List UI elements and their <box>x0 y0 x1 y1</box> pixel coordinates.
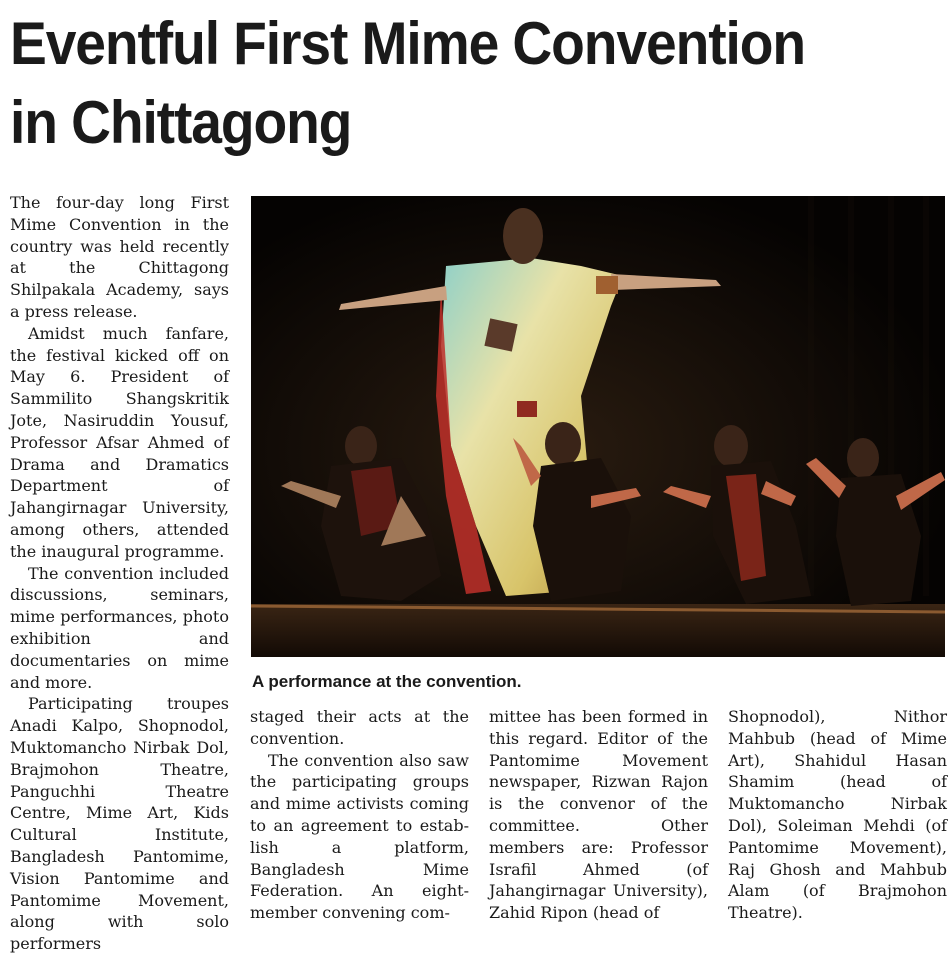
article-column-2 <box>250 706 469 924</box>
performance-photo-illustration <box>251 196 945 657</box>
paragraph: The convention also saw the participating groups and mime activists coming to an agreement to establish a platform, Bangladesh Mime Federation. An eight-member convening com- <box>250 750 469 923</box>
performance-photo <box>251 196 945 657</box>
photo-caption: A performance at the convention. <box>252 672 522 691</box>
paragraph: Shopnodol), Nithor Mahbub (head of Mime Art), Shahidul Hasan Shamim (head of Muktomancho Nirbak Dol), Soleiman Mehdi (of Pantomime Movement), Raj Ghosh and Mahbub Alam (of Brajmohon Theatre). <box>728 707 947 923</box>
paragraph: The four-day long First Mime Convention in the country was held recently at the Chittagong Shilpakala Academy, says a press release. <box>10 193 229 321</box>
paragraph: Participating troupes Anadi Kalpo, Shopnodol, Muktomancho Nirbak Dol, Brajmohon Theatre, Panguchhi Theatre Centre, Mime Art, Kids Cultural Institute, Bangladesh Pantomime, Vision Pantomime and Pantomime Movement, along with solo performers <box>10 694 229 954</box>
paragraph: mittee has been formed in this regard. Editor of the Pantomime Movement newspaper, Rizwan Rajon is the convenor of the committee. Other members are: Professor Israfil Ahmed (of Jahangirnagar University), Zahid Ripon (head of <box>489 707 708 923</box>
headline <box>10 4 866 162</box>
paragraph: The convention included discussions, seminars, mime performances, photo exhibition and documentaries on mime and more. <box>10 563 229 692</box>
paragraph: staged their acts at the convention. <box>250 707 469 748</box>
article-column-1 <box>10 192 229 954</box>
headline-line-2: in Chittagong <box>10 89 352 156</box>
paragraph: Amidst much fanfare, the festival kicked off on May 6. President of Sammilito Shangskritik Jote, Nasiruddin Yousuf, Professor Afsar Ahmed of Drama and Dramatics Department of Jahangirnagar University, among others, attended the inaugural programme. <box>10 323 229 561</box>
headline-line-1: Eventful First Mime Convention <box>10 10 805 77</box>
article-column-4 <box>728 706 947 924</box>
article-column-3 <box>489 706 708 924</box>
